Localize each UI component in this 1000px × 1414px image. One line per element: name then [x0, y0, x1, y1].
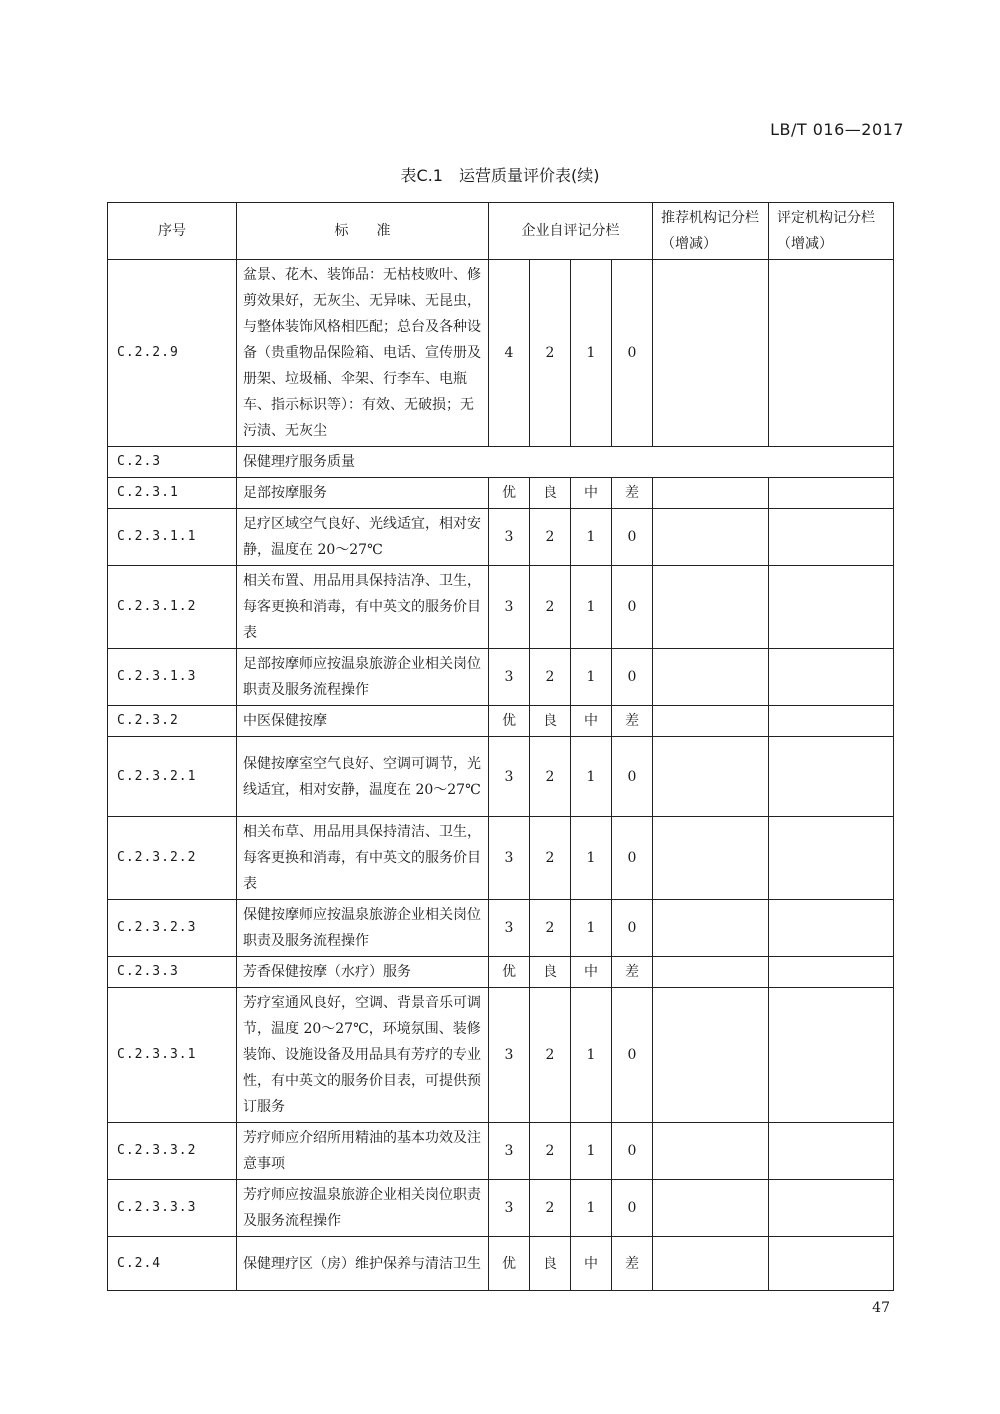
- row-standard: 盆景、花木、装饰品：无枯枝败叶、修剪效果好，无灰尘、无异味、无昆虫，与整体装饰风格相匹配；总台及各种设备（贵重物品保险箱、电话、宣传册及册架、垃圾桶、伞架、行李车、电瓶车、指示标识等）：有效、无破损；无污渍、无灰尘: [237, 260, 489, 447]
- recommend-score-cell[interactable]: [653, 260, 769, 447]
- header-assess: 评定机构记分栏（增减）: [769, 203, 894, 260]
- row-score: 1: [571, 509, 612, 566]
- row-score: 0: [612, 649, 653, 706]
- row-code: C.2.3.1.2: [108, 566, 237, 649]
- row-score: 1: [571, 1180, 612, 1237]
- recommend-score-cell[interactable]: [653, 900, 769, 957]
- row-score: 2: [530, 649, 571, 706]
- recommend-score-cell[interactable]: [653, 1180, 769, 1237]
- row-score: 良: [530, 478, 571, 509]
- assess-score-cell[interactable]: [769, 1237, 894, 1291]
- recommend-score-cell[interactable]: [653, 509, 769, 566]
- row-standard: 相关布置、用品用具保持洁净、卫生，每客更换和消毒，有中英文的服务价目表: [237, 566, 489, 649]
- row-code: C.2.3.3: [108, 957, 237, 988]
- header-seq: 序号: [108, 203, 237, 260]
- table-row: [108, 260, 894, 447]
- assess-score-cell[interactable]: [769, 900, 894, 957]
- row-code: C.2.3.1: [108, 478, 237, 509]
- row-score: 2: [530, 1180, 571, 1237]
- table-title: 表C.1 运营质量评价表(续): [400, 166, 600, 185]
- row-score: 3: [489, 817, 530, 900]
- row-score: 3: [489, 1180, 530, 1237]
- row-standard: 芳疗室通风良好，空调、背景音乐可调节，温度 20～27℃，环境氛围、装修装饰、设施设备及用品具有芳疗的专业性，有中英文的服务价目表，可提供预订服务: [237, 988, 489, 1123]
- evaluation-table: [107, 202, 894, 1291]
- row-score: 0: [612, 566, 653, 649]
- row-score: 0: [612, 1123, 653, 1180]
- recommend-score-cell[interactable]: [653, 817, 769, 900]
- row-score: 中: [571, 957, 612, 988]
- table-row: [108, 447, 894, 478]
- row-score: 2: [530, 900, 571, 957]
- row-standard: 相关布草、用品用具保持清洁、卫生，每客更换和消毒，有中英文的服务价目表: [237, 817, 489, 900]
- assess-score-cell[interactable]: [769, 988, 894, 1123]
- row-score: 1: [571, 260, 612, 447]
- assess-score-cell[interactable]: [769, 649, 894, 706]
- recommend-score-cell[interactable]: [653, 737, 769, 817]
- row-score: 0: [612, 988, 653, 1123]
- row-standard: 芳香保健按摩（水疗）服务: [237, 957, 489, 988]
- table-row: [108, 957, 894, 988]
- row-score: 1: [571, 737, 612, 817]
- header-self-eval: 企业自评记分栏: [489, 203, 653, 260]
- document-code: LB/T 016—2017: [770, 120, 904, 139]
- row-score: 差: [612, 478, 653, 509]
- row-score: 3: [489, 900, 530, 957]
- row-score: 2: [530, 566, 571, 649]
- row-code: C.2.3.3.1: [108, 988, 237, 1123]
- row-score: 良: [530, 706, 571, 737]
- row-code: C.2.3.2.3: [108, 900, 237, 957]
- row-score: 差: [612, 957, 653, 988]
- assess-score-cell[interactable]: [769, 706, 894, 737]
- row-standard: 保健理疗服务质量: [237, 447, 894, 478]
- recommend-score-cell[interactable]: [653, 566, 769, 649]
- table-row: [108, 1237, 894, 1291]
- row-code: C.2.3: [108, 447, 237, 478]
- assess-score-cell[interactable]: [769, 737, 894, 817]
- row-standard: 足部按摩师应按温泉旅游企业相关岗位职责及服务流程操作: [237, 649, 489, 706]
- recommend-score-cell[interactable]: [653, 988, 769, 1123]
- row-code: C.2.3.2.1: [108, 737, 237, 817]
- row-code: C.2.3.3.2: [108, 1123, 237, 1180]
- row-standard: 保健理疗区（房）维护保养与清洁卫生: [237, 1237, 489, 1291]
- table-row: [108, 706, 894, 737]
- recommend-score-cell[interactable]: [653, 1123, 769, 1180]
- row-code: C.2.3.1.3: [108, 649, 237, 706]
- assess-score-cell[interactable]: [769, 1123, 894, 1180]
- row-score: 2: [530, 509, 571, 566]
- row-score: 1: [571, 1123, 612, 1180]
- row-score: 2: [530, 260, 571, 447]
- table-row: [108, 566, 894, 649]
- assess-score-cell[interactable]: [769, 509, 894, 566]
- table-row: [108, 1123, 894, 1180]
- row-score: 2: [530, 817, 571, 900]
- row-score: 1: [571, 988, 612, 1123]
- row-score: 良: [530, 957, 571, 988]
- row-score: 差: [612, 706, 653, 737]
- assess-score-cell[interactable]: [769, 478, 894, 509]
- row-standard: 足疗区域空气良好、光线适宜，相对安静，温度在 20～27℃: [237, 509, 489, 566]
- row-score: 3: [489, 566, 530, 649]
- assess-score-cell[interactable]: [769, 1180, 894, 1237]
- table-header-row: [108, 203, 894, 260]
- row-score: 优: [489, 957, 530, 988]
- table-row: [108, 988, 894, 1123]
- row-score: 0: [612, 737, 653, 817]
- row-score: 4: [489, 260, 530, 447]
- table-row: [108, 1180, 894, 1237]
- row-score: 2: [530, 1123, 571, 1180]
- row-score: 2: [530, 988, 571, 1123]
- row-score: 3: [489, 509, 530, 566]
- row-score: 中: [571, 706, 612, 737]
- row-standard: 保健按摩室空气良好、空调可调节，光线适宜，相对安静，温度在 20～27℃: [237, 737, 489, 817]
- row-score: 优: [489, 1237, 530, 1291]
- row-score: 0: [612, 1180, 653, 1237]
- row-score: 3: [489, 988, 530, 1123]
- header-standard: 标 准: [237, 203, 489, 260]
- assess-score-cell[interactable]: [769, 817, 894, 900]
- row-score: 良: [530, 1237, 571, 1291]
- assess-score-cell[interactable]: [769, 957, 894, 988]
- row-code: C.2.3.3.3: [108, 1180, 237, 1237]
- recommend-score-cell[interactable]: [653, 706, 769, 737]
- row-score: 1: [571, 649, 612, 706]
- row-code: C.2.2.9: [108, 260, 237, 447]
- table-row: [108, 900, 894, 957]
- row-score: 3: [489, 649, 530, 706]
- row-standard: 中医保健按摩: [237, 706, 489, 737]
- row-code: C.2.3.2: [108, 706, 237, 737]
- row-standard: 保健按摩师应按温泉旅游企业相关岗位职责及服务流程操作: [237, 900, 489, 957]
- recommend-score-cell[interactable]: [653, 478, 769, 509]
- row-score: 2: [530, 737, 571, 817]
- row-score: 优: [489, 478, 530, 509]
- row-score: 中: [571, 478, 612, 509]
- row-standard: 足部按摩服务: [237, 478, 489, 509]
- row-score: 3: [489, 1123, 530, 1180]
- row-standard: 芳疗师应按温泉旅游企业相关岗位职责及服务流程操作: [237, 1180, 489, 1237]
- row-code: C.2.3.1.1: [108, 509, 237, 566]
- row-score: 0: [612, 260, 653, 447]
- table-row: [108, 509, 894, 566]
- row-score: 1: [571, 566, 612, 649]
- row-score: 0: [612, 900, 653, 957]
- table-row: [108, 649, 894, 706]
- recommend-score-cell[interactable]: [653, 1237, 769, 1291]
- row-code: C.2.4: [108, 1237, 237, 1291]
- row-score: 差: [612, 1237, 653, 1291]
- row-code: C.2.3.2.2: [108, 817, 237, 900]
- assess-score-cell[interactable]: [769, 260, 894, 447]
- row-score: 中: [571, 1237, 612, 1291]
- recommend-score-cell[interactable]: [653, 649, 769, 706]
- table-row: [108, 817, 894, 900]
- row-score: 优: [489, 706, 530, 737]
- row-score: 3: [489, 737, 530, 817]
- row-score: 0: [612, 509, 653, 566]
- row-score: 1: [571, 817, 612, 900]
- page-number: 47: [872, 1300, 890, 1316]
- assess-score-cell[interactable]: [769, 566, 894, 649]
- table-row: [108, 737, 894, 817]
- recommend-score-cell[interactable]: [653, 957, 769, 988]
- table-row: [108, 478, 894, 509]
- row-score: 0: [612, 817, 653, 900]
- row-score: 1: [571, 900, 612, 957]
- header-recommend: 推荐机构记分栏（增减）: [653, 203, 769, 260]
- row-standard: 芳疗师应介绍所用精油的基本功效及注意事项: [237, 1123, 489, 1180]
